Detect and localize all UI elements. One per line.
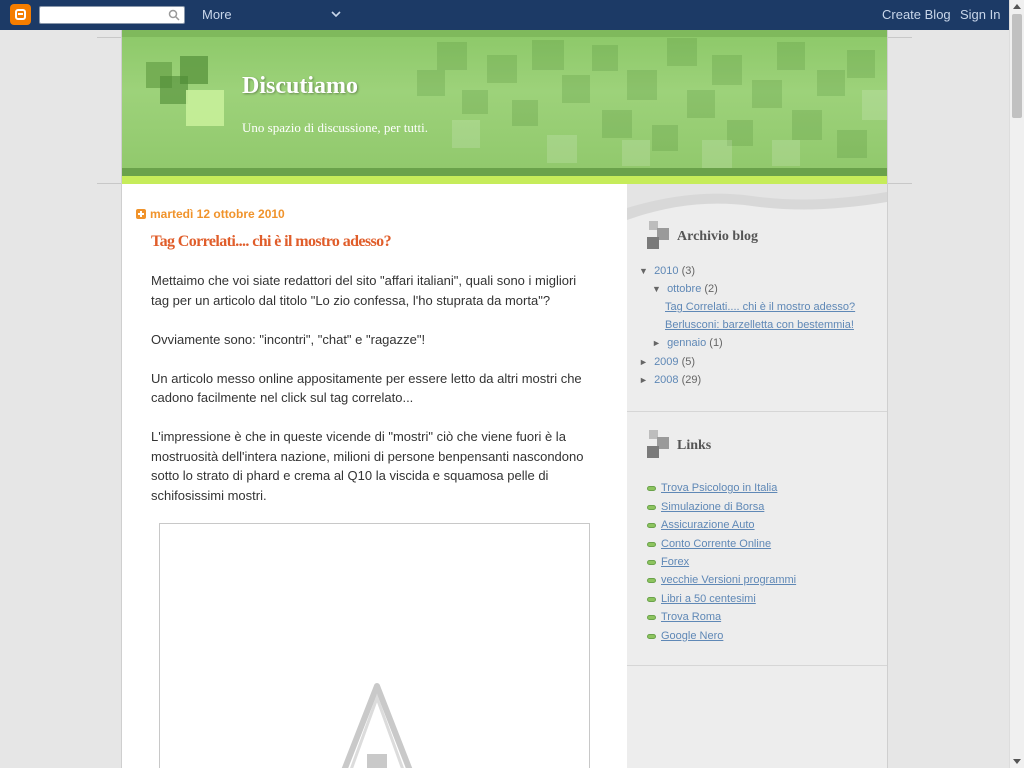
header-deco-square bbox=[772, 140, 800, 166]
bullet-icon bbox=[647, 486, 656, 491]
toggle-expanded-icon[interactable]: ▼ bbox=[652, 284, 661, 294]
blog-outer-wrapper bbox=[121, 30, 888, 768]
blog-title[interactable]: Discutiamo bbox=[242, 73, 358, 99]
bullet-icon bbox=[647, 523, 656, 528]
header-deco-square bbox=[652, 125, 678, 151]
search-input[interactable] bbox=[39, 6, 185, 24]
header-deco-square bbox=[712, 55, 742, 85]
link-label[interactable]: Trova Psicologo in Italia bbox=[661, 482, 778, 494]
post-paragraph: Ovviamente sono: "incontri", "chat" e "ragazze"! bbox=[151, 331, 426, 347]
header-bottom-strip bbox=[122, 168, 887, 176]
link-item[interactable] bbox=[647, 538, 771, 550]
header-deco-square bbox=[702, 140, 732, 168]
vertical-scrollbar[interactable] bbox=[1009, 0, 1024, 768]
post-body bbox=[151, 271, 596, 525]
header-deco-square bbox=[437, 42, 467, 70]
header-top-strip bbox=[122, 30, 887, 37]
archive-count: (29) bbox=[681, 374, 702, 386]
search-icon[interactable] bbox=[168, 9, 180, 21]
header-deco-square bbox=[817, 70, 845, 96]
archive-month-ottobre[interactable] bbox=[652, 283, 718, 295]
post-paragraph: L'impressione è che in queste vicende di "mostri" ciò che viene fuori è la mostruosità dell'intera nazione, milioni di persone benpensanti nascondono sotto lo strato di phard e crema al Q10 la viscida e squamosa pelle di schifosissimi mostri. bbox=[151, 429, 584, 503]
post-title[interactable]: Tag Correlati.... chi è il mostro adesso? bbox=[151, 233, 391, 250]
widget-divider bbox=[627, 411, 887, 412]
header-deco-square bbox=[512, 100, 538, 126]
archive-year-label[interactable]: 2008 bbox=[654, 374, 679, 386]
link-item[interactable] bbox=[647, 519, 755, 531]
link-item[interactable] bbox=[647, 482, 777, 494]
header-deco-square bbox=[532, 40, 564, 70]
link-label[interactable]: vecchie Versioni programmi bbox=[661, 574, 797, 586]
archive-month-gennaio[interactable] bbox=[652, 337, 723, 349]
link-item[interactable] bbox=[647, 556, 689, 568]
header-deco-square bbox=[547, 135, 577, 163]
header-deco-square bbox=[752, 80, 782, 108]
link-label[interactable]: Trova Roma bbox=[661, 611, 722, 623]
create-blog-link[interactable]: Create Blog bbox=[882, 7, 951, 22]
header-deco-square bbox=[777, 42, 805, 70]
archive-count: (1) bbox=[709, 337, 723, 349]
archive-widget-title: Archivio blog bbox=[677, 229, 759, 244]
header-deco-square bbox=[417, 70, 445, 96]
archive-count: (3) bbox=[681, 265, 696, 277]
header-deco-square bbox=[627, 70, 657, 100]
toggle-collapsed-icon[interactable]: ► bbox=[639, 375, 648, 385]
date-header bbox=[136, 207, 285, 221]
bullet-icon bbox=[647, 597, 656, 602]
link-item[interactable] bbox=[647, 501, 764, 513]
blog-header bbox=[122, 30, 887, 184]
header-deco-square bbox=[667, 38, 697, 66]
header-deco-square bbox=[837, 130, 867, 158]
link-item[interactable] bbox=[647, 630, 723, 642]
archive-year-2010[interactable] bbox=[639, 265, 695, 277]
header-deco-square bbox=[462, 90, 488, 114]
toggle-collapsed-icon[interactable]: ► bbox=[639, 357, 648, 367]
header-deco-square bbox=[847, 50, 875, 78]
archive-year-2008[interactable] bbox=[639, 374, 701, 386]
header-deco-square bbox=[452, 120, 480, 148]
archive-count: (5) bbox=[681, 356, 696, 368]
bullet-icon bbox=[647, 578, 656, 583]
scroll-down-arrow-icon[interactable] bbox=[1013, 759, 1021, 764]
post-date: martedì 12 ottobre 2010 bbox=[150, 207, 285, 221]
warning-sign-icon bbox=[332, 682, 422, 768]
more-menu-link[interactable]: More bbox=[202, 7, 232, 22]
bullet-icon bbox=[647, 542, 656, 547]
date-toggle-icon[interactable] bbox=[136, 209, 146, 219]
link-item[interactable] bbox=[647, 611, 721, 623]
widget-divider bbox=[627, 665, 887, 666]
post-paragraph: Un articolo messo online appositamente per essere letto da altri mostri che cadono facilmente nel click sul tag correlato... bbox=[151, 370, 582, 405]
archive-year-label[interactable]: 2009 bbox=[654, 356, 679, 368]
blogger-navbar bbox=[0, 0, 1009, 30]
links-widget-title: Links bbox=[677, 438, 712, 453]
archive-post-link[interactable]: Tag Correlati.... chi è il mostro adesso? bbox=[665, 301, 856, 313]
toggle-collapsed-icon[interactable]: ► bbox=[652, 338, 661, 348]
post-paragraph: Mettaimo che voi siate redattori del sito "affari italiani", quali sono i migliori tag per un articolo dal titolo "Lo zio confessa, l'ho stuprata da morta"? bbox=[151, 273, 577, 308]
header-deco-square bbox=[487, 55, 517, 83]
scroll-up-arrow-icon[interactable] bbox=[1013, 4, 1021, 9]
bullet-icon bbox=[647, 634, 656, 639]
chevron-down-icon[interactable] bbox=[331, 9, 341, 19]
header-deco-square bbox=[862, 90, 887, 120]
post-image[interactable] bbox=[159, 523, 590, 768]
archive-month-label[interactable]: ottobre bbox=[667, 283, 702, 295]
header-deco-square bbox=[602, 110, 632, 138]
blog-logo-squares-icon bbox=[142, 52, 232, 132]
link-label[interactable]: Simulazione di Borsa bbox=[661, 501, 765, 513]
archive-year-label[interactable]: 2010 bbox=[654, 265, 679, 277]
sign-in-link[interactable]: Sign In bbox=[960, 7, 1001, 22]
scroll-thumb[interactable] bbox=[1012, 14, 1022, 118]
link-label[interactable]: Conto Corrente Online bbox=[661, 538, 772, 550]
link-item[interactable] bbox=[647, 574, 796, 586]
bullet-icon bbox=[647, 560, 656, 565]
archive-count: (2) bbox=[704, 283, 718, 295]
sidebar-wave-decoration bbox=[627, 184, 887, 224]
header-deco-square bbox=[792, 110, 822, 140]
header-deco-square bbox=[562, 75, 590, 103]
bullet-icon bbox=[647, 505, 656, 510]
link-label[interactable]: Assicurazione Auto bbox=[661, 519, 755, 531]
blogger-logo-icon[interactable] bbox=[10, 4, 31, 25]
archive-month-label[interactable]: gennaio bbox=[667, 337, 707, 349]
link-label[interactable]: Google Nero bbox=[661, 630, 724, 642]
archive-post-link[interactable]: Berlusconi: barzelletta con bestemmia! bbox=[665, 319, 854, 331]
link-item[interactable] bbox=[647, 593, 756, 605]
widget-squares-icon bbox=[645, 219, 671, 251]
header-deco-square bbox=[687, 90, 715, 118]
header-deco-square bbox=[622, 140, 650, 166]
sidebar bbox=[627, 184, 887, 768]
bullet-icon bbox=[647, 615, 656, 620]
header-deco-square bbox=[592, 45, 618, 71]
archive-year-2009[interactable] bbox=[639, 356, 695, 368]
link-label[interactable]: Libri a 50 centesimi bbox=[661, 593, 756, 605]
header-bottom-accent bbox=[122, 176, 887, 184]
widget-squares-icon bbox=[645, 428, 671, 460]
link-label[interactable]: Forex bbox=[661, 556, 690, 568]
blog-description: Uno spazio di discussione, per tutti. bbox=[242, 120, 428, 135]
toggle-expanded-icon[interactable]: ▼ bbox=[639, 266, 648, 276]
